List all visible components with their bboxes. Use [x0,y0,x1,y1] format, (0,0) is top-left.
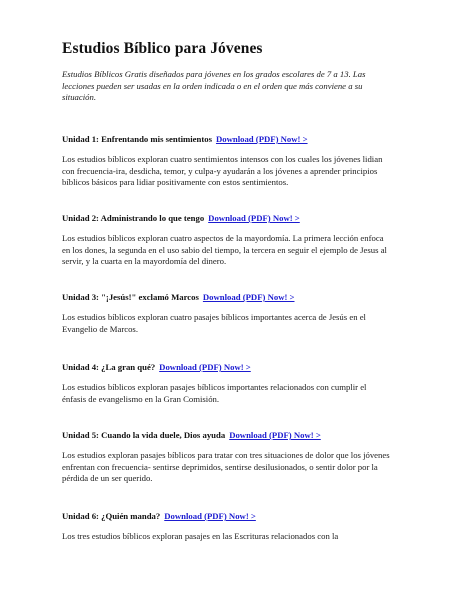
unit-description: Los estudios bíblicos exploran pasajes bíblicos importantes relacionados con cumplir el énfasis de evangelismo en la Gran Comisión. [62,382,367,404]
unit-section-1 [62,134,392,189]
unit-title: Unidad 3: "¡Jesús!" exclamó Marcos [62,292,199,302]
unit-title: Unidad 4: ¿La gran qué? [62,362,156,372]
unit-heading [62,213,392,223]
download-pdf-link[interactable]: Download (PDF) Now! > [215,134,308,144]
download-pdf-link[interactable]: Download (PDF) Now! > [159,362,251,372]
document-page [62,40,392,541]
unit-description: Los estudios exploran pasajes bíblicos para tratar con tres situaciones de dolor que los jóvenes enfrentan con frecuencia- sentirse deprimidos, sentirse desilusionados, o sentir dolor por la pérdida de un ser querido. [62,450,390,484]
unit-section-4 [62,362,392,405]
unit-section-2 [62,213,392,268]
page-title: Estudios Bíblico para Jóvenes [62,40,263,57]
unit-heading [62,134,392,144]
unit-description: Los tres estudios bíblicos exploran pasajes en las Escrituras relacionados con la [62,531,339,541]
unit-title: Unidad 5: Cuando la vida duele, Dios ayuda [62,430,226,440]
unit-description: Los estudios bíblicos exploran cuatro sentimientos intensos con los cuales los jóvenes lidian con frecuencia-ira, desdicha, temor, y culpa-y ayudarán a los jóvenes a aprender principios bíblicos básicos para lidiar positivamente con estos sentimientos. [62,154,383,188]
unit-title: Unidad 2: Administrando lo que tengo [62,213,205,223]
unit-section-3 [62,292,392,335]
unit-heading [62,292,392,302]
unit-heading [62,362,392,372]
unit-section-5 [62,430,392,485]
unit-description: Los estudios bíblicos exploran cuatro aspectos de la mayordomía. La primera lección enfoca en los dones, la segunda en el uso sabio del tiempo, la tercera en seguir el ejemplo de Jesus al servir, y la cuarta en la mayordomía del dinero. [62,233,387,267]
unit-description: Los estudios bíblicos exploran cuatro pasajes bíblicos importantes acerca de Jesús en el Evangelio de Marcos. [62,312,366,334]
unit-heading [62,511,392,521]
unit-section-6 [62,511,392,543]
download-pdf-link[interactable]: Download (PDF) Now! > [229,430,321,440]
download-pdf-link[interactable]: Download (PDF) Now! > [202,292,295,302]
unit-title: Unidad 1: Enfrentando mis sentimientos [62,134,212,144]
intro-paragraph: Estudios Bíblicos Gratis diseñados para jóvenes en los grados escolares de 7 a 13. Las lecciones pueden ser usadas en la orden indicada o en el orden que más conviene a su situación. [62,69,366,102]
unit-heading [62,430,392,440]
unit-title: Unidad 6: ¿Quién manda? [62,511,161,521]
download-pdf-link[interactable]: Download (PDF) Now! > [208,213,300,223]
download-pdf-link[interactable]: Download (PDF) Now! > [164,511,256,521]
